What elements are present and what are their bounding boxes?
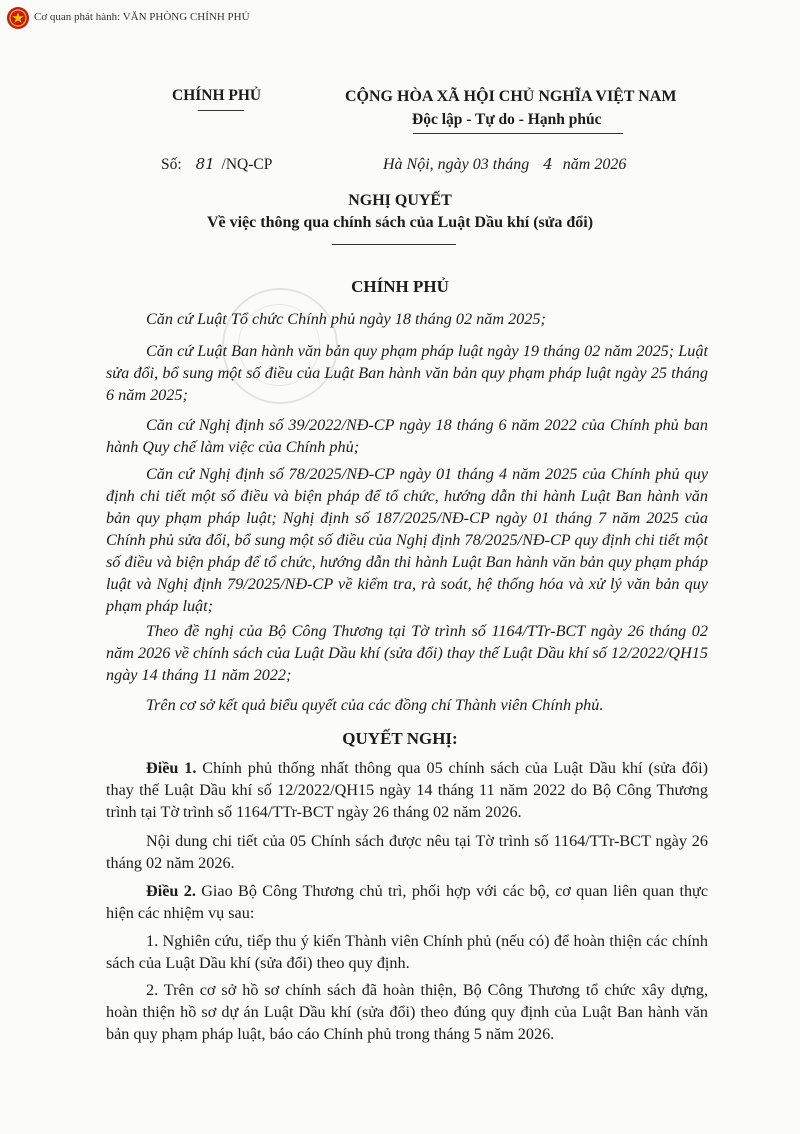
national-emblem-icon	[6, 6, 30, 30]
national-motto: Độc lập - Tự do - Hạnh phúc	[412, 111, 602, 128]
doc-number-prefix: Số:	[161, 156, 182, 173]
doc-number-handwritten: 81	[195, 155, 215, 173]
org-underline	[198, 110, 244, 111]
place-date-part1: Hà Nội, ngày 03 tháng	[383, 156, 530, 173]
resolve-heading: QUYẾT NGHỊ:	[342, 729, 458, 748]
article-1-detail: Nội dung chi tiết của 05 Chính sách được nêu tại Tờ trình số 1164/TTr-BCT ngày 26 tháng 02 năm 2026.	[106, 832, 708, 872]
place-date-part2: năm 2026	[562, 156, 627, 173]
basis-paragraph-6: Trên cơ sở kết quả biểu quyết của các đồng chí Thành viên Chính phủ.	[146, 696, 604, 714]
doc-number-suffix: /NQ-CP	[221, 156, 273, 173]
place-and-date	[383, 155, 626, 174]
basis-paragraph-2: Căn cứ Luật Ban hành văn bản quy phạm pháp luật ngày 19 tháng 02 năm 2025; Luật sửa đổi, bổ sung một số điều của Luật Ban hành văn bản quy phạm pháp luật ngày 25 tháng 6 năm 2025;	[106, 342, 708, 404]
motto-underline	[413, 133, 623, 134]
article-2-item-2: 2. Trên cơ sở hồ sơ chính sách đã hoàn thiện, Bộ Công Thương tổ chức xây dựng, hoàn thiện hồ sơ dự án Luật Dầu khí (sửa đổi) theo đúng quy định của Luật Ban hành văn bản quy phạm pháp luật, báo cáo Chính phủ trong tháng 5 năm 2026.	[106, 981, 708, 1043]
republic-title: CỘNG HÒA XÃ HỘI CHỦ NGHĨA VIỆT NAM	[345, 88, 677, 105]
basis-paragraph-1: Căn cứ Luật Tổ chức Chính phủ ngày 18 tháng 02 năm 2025;	[146, 310, 546, 328]
article-1-text: Chính phủ thống nhất thông qua 05 chính sách của Luật Dầu khí (sửa đổi) thay thế Luật Dầu khí số 12/2022/QH15 ngày 14 tháng 11 năm 2022 do Bộ Công Thương trình tại Tờ trình số 1164/TTr-BCT ngày 26 tháng 02 năm 2026.	[106, 759, 709, 821]
article-1	[106, 757, 708, 823]
place-date-month: 4	[543, 155, 553, 173]
authority-heading: CHÍNH PHỦ	[351, 277, 449, 296]
article-1-label: Điều 1.	[146, 759, 197, 777]
article-2-text: Giao Bộ Công Thương chủ trì, phối hợp với các bộ, cơ quan liên quan thực hiện các nhiệm vụ sau:	[106, 882, 708, 922]
document-type: NGHỊ QUYẾT	[348, 192, 452, 209]
basis-paragraph-5: Theo đề nghị của Bộ Công Thương tại Tờ trình số 1164/TTr-BCT ngày 26 tháng 02 năm 2026 về chính sách của Luật Dầu khí (sửa đổi) thay thế Luật Dầu khí số 12/2022/QH15 ngày 14 tháng 11 năm 2022;	[106, 622, 708, 684]
document-subject: Về việc thông qua chính sách của Luật Dầu khí (sửa đổi)	[206, 214, 594, 231]
basis-paragraph-3: Căn cứ Nghị định số 39/2022/NĐ-CP ngày 18 tháng 6 năm 2022 của Chính phủ ban hành Quy chế làm việc của Chính phủ;	[106, 416, 708, 456]
basis-paragraph-4: Căn cứ Nghị định số 78/2025/NĐ-CP ngày 01 tháng 4 năm 2025 của Chính phủ quy định chi tiết một số điều và biện pháp để tổ chức, hướng dẫn thi hành Luật Ban hành văn bản quy phạm pháp luật; Nghị định số 187/2025/NĐ-CP ngày 01 tháng 7 năm 2025 của Chính phủ sửa đổi, bổ sung một số điều của Nghị định 78/2025/NĐ-CP quy định chi tiết một số điều và biện pháp để tổ chức, hướng dẫn thi hành Luật Ban hành văn bản quy phạm pháp luật và Nghị định 79/2025/NĐ-CP về kiểm tra, rà soát, hệ thống hóa và xử lý văn bản quy phạm pháp luật;	[106, 465, 708, 615]
issuer-label: Cơ quan phát hành: VĂN PHÒNG CHÍNH PHỦ	[34, 11, 250, 23]
article-2-label: Điều 2.	[146, 882, 196, 900]
article-2	[106, 880, 708, 924]
organization-name: CHÍNH PHỦ	[172, 87, 262, 104]
article-2-item-1: 1. Nghiên cứu, tiếp thu ý kiến Thành viên Chính phủ (nếu có) để hoàn thiện các chính sách của Luật Dầu khí (sửa đổi) theo quy định.	[106, 932, 708, 972]
subject-underline	[332, 244, 456, 245]
document-number	[161, 155, 272, 174]
